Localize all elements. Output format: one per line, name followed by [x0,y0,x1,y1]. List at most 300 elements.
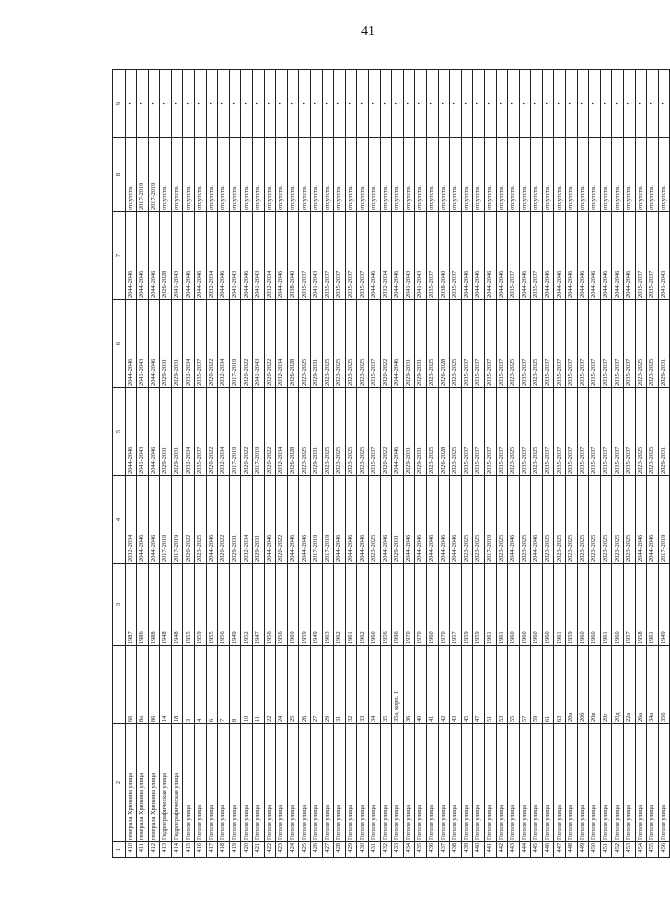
cell-period-col-4: 2029-2031 [253,476,265,564]
cell-marker-col-9: • [426,70,438,138]
cell-marker-col-9: • [241,70,253,138]
cell-street-name: Гоголя улица [658,724,670,842]
cell-street-name: генерала Хрюкина улица [125,724,137,842]
cell-period-col-8: 2017-2019 [148,138,160,212]
cell-period-col-7: 2035-2037 [647,212,659,300]
cell-row-number: 413 [160,842,172,858]
cell-marker-col-9: • [461,70,473,138]
cell-period-col-6: 2035-2037 [589,300,601,388]
cell-period-col-8: отсутств. [253,138,265,212]
cell-period-col-6: 2020-2022 [206,300,218,388]
cell-house-number: 57 [519,646,531,724]
cell-build-year: 1988 [148,564,160,646]
table-row [253,70,265,858]
cell-build-year: 1961 [647,564,659,646]
cell-period-col-7: 2041-2043 [415,212,427,300]
cell-build-year: 1961 [554,564,566,646]
cell-period-col-7: 2032-2034 [380,212,392,300]
cell-build-year: 1959 [461,564,473,646]
cell-period-col-8: отсутств. [299,138,311,212]
table-row [577,70,589,858]
cell-marker-col-9: • [519,70,531,138]
cell-row-number: 440 [473,842,485,858]
cell-period-col-8: отсутств. [403,138,415,212]
cell-period-col-4: 2044-2046 [299,476,311,564]
table-frame [112,70,667,858]
cell-street-name: Гидрографическая улица [171,724,183,842]
cell-period-col-8: отсутств. [624,138,636,212]
cell-period-col-8: отсутств. [195,138,207,212]
cell-period-col-5: 2020-2022 [264,388,276,476]
cell-house-number: 26а [635,646,647,724]
cell-period-col-6: 2023-2025 [345,300,357,388]
cell-period-col-6: 2023-2025 [450,300,462,388]
table-row [484,70,496,858]
cell-row-number: 418 [218,842,230,858]
cell-house-number: 34а [647,646,659,724]
cell-build-year: 1970 [415,564,427,646]
cell-period-col-5: 2035-2037 [519,388,531,476]
table-row [508,70,520,858]
cell-period-col-6: 2035-2037 [566,300,578,388]
cell-house-number: 36 [403,646,415,724]
cell-period-col-7: 2035-2037 [357,212,369,300]
cell-street-name: Гоголя улица [241,724,253,842]
cell-marker-col-9: • [357,70,369,138]
cell-marker-col-9: • [403,70,415,138]
table-row [229,70,241,858]
cell-period-col-5: 2035-2037 [624,388,636,476]
cell-marker-col-9: • [148,70,160,138]
cell-period-col-4: 2023-2025 [554,476,566,564]
cell-marker-col-9: • [171,70,183,138]
cell-period-col-4: 2044-2046 [647,476,659,564]
cell-period-col-7: 2044-2046 [461,212,473,300]
table-row [450,70,462,858]
cell-marker-col-9: • [276,70,288,138]
cell-row-number: 426 [311,842,323,858]
cell-period-col-7: 2035-2037 [322,212,334,300]
cell-row-number: 435 [415,842,427,858]
column-header-1: 1 [113,842,126,858]
cell-period-col-7: 2035-2037 [508,212,520,300]
cell-row-number: 411 [137,842,149,858]
cell-period-col-5: 2044-2046 [125,388,137,476]
cell-period-col-4: 2017-2019 [484,476,496,564]
cell-period-col-7: 2032-2034 [206,212,218,300]
cell-period-col-8: отсутств. [287,138,299,212]
cell-period-col-6: 2032-2034 [183,300,195,388]
cell-period-col-8: отсутств. [484,138,496,212]
cell-period-col-6: 2035-2037 [195,300,207,388]
cell-period-col-8: отсутств. [229,138,241,212]
cell-row-number: 432 [380,842,392,858]
cell-period-col-4: 2023-2025 [577,476,589,564]
cell-period-col-8: отсутств. [357,138,369,212]
cell-period-col-6: 2017-2019 [229,300,241,388]
cell-period-col-7: 2044-2046 [589,212,601,300]
column-header-8: 7 [113,212,126,300]
cell-row-number: 417 [206,842,218,858]
cell-period-col-5: 2044-2046 [148,388,160,476]
cell-marker-col-9: • [624,70,636,138]
cell-period-col-7: 2035-2037 [531,212,543,300]
cell-period-col-7: 2044-2046 [542,212,554,300]
table-row [426,70,438,858]
table-row [276,70,288,858]
cell-period-col-5: 2020-2022 [206,388,218,476]
cell-period-col-6: 2023-2025 [531,300,543,388]
cell-period-col-5: 2023-2025 [334,388,346,476]
cell-marker-col-9: • [577,70,589,138]
cell-street-name: Гоголя улица [253,724,265,842]
cell-street-name: Гоголя улица [403,724,415,842]
cell-period-col-4: 2017-2019 [658,476,670,564]
cell-row-number: 431 [368,842,380,858]
cell-period-col-7: 2044-2046 [624,212,636,300]
cell-row-number: 448 [566,842,578,858]
cell-period-col-4: 2044-2046 [334,476,346,564]
cell-house-number: 10 [241,646,253,724]
cell-build-year: 1959 [299,564,311,646]
cell-period-col-7: 2041-2043 [311,212,323,300]
cell-period-col-8: отсутств. [658,138,670,212]
cell-row-number: 425 [299,842,311,858]
cell-house-number: 55 [508,646,520,724]
cell-row-number: 453 [624,842,636,858]
table-row [566,70,578,858]
cell-row-number: 445 [531,842,543,858]
cell-period-col-4: 2044-2046 [380,476,392,564]
cell-period-col-6: 2023-2025 [508,300,520,388]
cell-period-col-5: 2035-2037 [473,388,485,476]
table-row [496,70,508,858]
cell-street-name: Гоголя улица [531,724,543,842]
table-row [612,70,624,858]
cell-period-col-7: 2044-2046 [137,212,149,300]
cell-row-number: 443 [508,842,520,858]
column-header-3 [113,646,126,724]
cell-period-col-8: отсутств. [519,138,531,212]
cell-marker-col-9: • [160,70,172,138]
table-row [519,70,531,858]
cell-period-col-7: 2044-2046 [392,212,404,300]
cell-build-year: 1956 [276,564,288,646]
cell-build-year: 1959 [195,564,207,646]
cell-street-name: Гоголя улица [206,724,218,842]
cell-street-name: Гоголя улица [600,724,612,842]
cell-house-number: 22 [264,646,276,724]
cell-street-name: Гоголя улица [554,724,566,842]
cell-build-year: 1970 [403,564,415,646]
table-row [415,70,427,858]
cell-street-name: генерала Хрюкина улица [137,724,149,842]
cell-build-year: 1949 [658,564,670,646]
cell-period-col-6: 2029-2031 [160,300,172,388]
cell-house-number: 18 [171,646,183,724]
cell-marker-col-9: • [334,70,346,138]
cell-house-number: 14 [160,646,172,724]
table-row [218,70,230,858]
cell-marker-col-9: • [368,70,380,138]
cell-period-col-7: 2026-2028 [160,212,172,300]
cell-street-name: Гоголя улица [508,724,520,842]
cell-street-name: Гоголя улица [392,724,404,842]
cell-period-col-8: отсутств. [473,138,485,212]
column-header-9: 8 [113,138,126,212]
cell-marker-col-9: • [658,70,670,138]
cell-build-year: 1960 [577,564,589,646]
cell-period-col-6: 2029-2031 [171,300,183,388]
cell-house-number: 35 [380,646,392,724]
cell-row-number: 410 [125,842,137,858]
cell-period-col-6: 2035-2037 [519,300,531,388]
cell-period-col-5: 2017-2019 [229,388,241,476]
cell-period-col-6: 2035-2037 [554,300,566,388]
cell-build-year: 1962 [334,564,346,646]
cell-period-col-5: 2032-2034 [183,388,195,476]
table-row [287,70,299,858]
column-header-5: 4 [113,476,126,564]
cell-street-name: Гоголя улица [542,724,554,842]
cell-period-col-5: 2020-2022 [380,388,392,476]
cell-period-col-4: 2023-2025 [473,476,485,564]
table-row [183,70,195,858]
cell-row-number: 450 [589,842,601,858]
cell-period-col-4: 2023-2025 [589,476,601,564]
cell-period-col-5: 2035-2037 [554,388,566,476]
cell-house-number: 27 [311,646,323,724]
cell-period-col-7: 2044-2046 [148,212,160,300]
cell-row-number: 434 [403,842,415,858]
cell-street-name: Гоголя улица [438,724,450,842]
cell-period-col-5: 2023-2025 [357,388,369,476]
table-row [403,70,415,858]
cell-house-number: 47 [473,646,485,724]
cell-marker-col-9: • [218,70,230,138]
cell-period-col-8: отсутств. [496,138,508,212]
cell-period-col-6: 2035-2037 [577,300,589,388]
cell-period-col-8: отсутств. [368,138,380,212]
cell-period-col-6: 2044-2046 [125,300,137,388]
cell-build-year: 1969 [287,564,299,646]
cell-period-col-4: 2044-2046 [438,476,450,564]
cell-row-number: 412 [148,842,160,858]
cell-row-number: 444 [519,842,531,858]
table-row [160,70,172,858]
cell-marker-col-9: • [508,70,520,138]
cell-period-col-4: 2044-2046 [206,476,218,564]
cell-period-col-5: 2029-2031 [160,388,172,476]
cell-house-number: 45 [461,646,473,724]
cell-house-number: 31 [334,646,346,724]
cell-build-year: 1960 [589,564,601,646]
cell-period-col-6: 2041-2043 [137,300,149,388]
cell-period-col-4: 2044-2046 [357,476,369,564]
table-row [600,70,612,858]
table-row [635,70,647,858]
cell-period-col-6: 2035-2037 [496,300,508,388]
cell-street-name: Гоголя улица [566,724,578,842]
cell-house-number: 20а [566,646,578,724]
cell-period-col-7: 2044-2046 [519,212,531,300]
cell-row-number: 414 [171,842,183,858]
table-row [206,70,218,858]
cell-row-number: 456 [658,842,670,858]
cell-period-col-8: отсутств. [635,138,647,212]
cell-house-number: 43 [450,646,462,724]
cell-period-col-6: 2023-2025 [334,300,346,388]
table-header-row [113,70,126,858]
cell-row-number: 419 [229,842,241,858]
cell-period-col-7: 2044-2046 [484,212,496,300]
cell-street-name: Гоголя улица [322,724,334,842]
cell-row-number: 447 [554,842,566,858]
cell-build-year: 1956 [380,564,392,646]
cell-period-col-6: 2029-2031 [403,300,415,388]
cell-build-year: 1960 [531,564,543,646]
cell-build-year: 1955 [206,564,218,646]
cell-house-number: 4 [195,646,207,724]
table-row [241,70,253,858]
table-row [137,70,149,858]
cell-period-col-8: отсутств. [264,138,276,212]
cell-row-number: 422 [264,842,276,858]
cell-period-col-5: 2035-2037 [612,388,624,476]
cell-period-col-7: 2041-2043 [229,212,241,300]
cell-period-col-5: 2023-2025 [647,388,659,476]
cell-marker-col-9: • [496,70,508,138]
cell-street-name: Гоголя улица [218,724,230,842]
cell-period-col-7: 2041-2043 [171,212,183,300]
cell-row-number: 427 [322,842,334,858]
cell-street-name: Гоголя улица [496,724,508,842]
cell-period-col-6: 2020-2022 [264,300,276,388]
cell-street-name: Гоголя улица [287,724,299,842]
cell-period-col-5: 2035-2037 [484,388,496,476]
column-header-7: 6 [113,300,126,388]
cell-period-col-5: 2029-2031 [403,388,415,476]
cell-period-col-6: 2029-2031 [415,300,427,388]
table-row [392,70,404,858]
cell-period-col-7: 2044-2046 [600,212,612,300]
cell-period-col-4: 2023-2025 [624,476,636,564]
cell-period-col-8: отсутств. [612,138,624,212]
cell-period-col-6: 2029-2031 [311,300,323,388]
cell-period-col-5: 2023-2025 [635,388,647,476]
cell-period-col-8: отсутств. [415,138,427,212]
cell-row-number: 420 [241,842,253,858]
cell-marker-col-9: • [635,70,647,138]
cell-house-number: 35а, корп. 1 [392,646,404,724]
cell-marker-col-9: • [264,70,276,138]
table-row [380,70,392,858]
cell-period-col-4: 2044-2046 [137,476,149,564]
cell-street-name: Гоголя улица [229,724,241,842]
rotated-table-container [112,70,667,858]
cell-house-number: 51 [484,646,496,724]
cell-period-col-5: 2023-2025 [322,388,334,476]
cell-period-col-4: 2032-2034 [241,476,253,564]
cell-row-number: 428 [334,842,346,858]
cell-house-number: 8а [137,646,149,724]
cell-marker-col-9: • [566,70,578,138]
cell-build-year: 1961 [484,564,496,646]
cell-marker-col-9: • [195,70,207,138]
table-row [125,70,137,858]
cell-build-year: 1958 [635,564,647,646]
cell-street-name: Гоголя улица [426,724,438,842]
column-header-6: 5 [113,388,126,476]
cell-marker-col-9: • [450,70,462,138]
cell-row-number: 452 [612,842,624,858]
cell-street-name: Гоголя улица [635,724,647,842]
cell-period-col-7: 2044-2046 [218,212,230,300]
cell-period-col-5: 2035-2037 [600,388,612,476]
cell-period-col-8: 2017-2019 [137,138,149,212]
cell-period-col-4: 2023-2025 [519,476,531,564]
cell-period-col-8: отсутств. [311,138,323,212]
cell-period-col-7: 2032-2034 [264,212,276,300]
cell-period-col-8: отсутств. [334,138,346,212]
cell-build-year: 1948 [171,564,183,646]
cell-house-number: 11 [253,646,265,724]
cell-period-col-7: 2035-2037 [299,212,311,300]
cell-house-number: 66 [125,646,137,724]
cell-street-name: Гоголя улица [519,724,531,842]
column-header-2: 2 [113,724,126,842]
cell-period-col-5: 2023-2025 [426,388,438,476]
cell-period-col-4: 2023-2025 [600,476,612,564]
table-row [357,70,369,858]
cell-street-name: Гоголя улица [450,724,462,842]
cell-build-year: 1956 [264,564,276,646]
cell-period-col-8: отсутств. [566,138,578,212]
cell-period-col-7: 2044-2046 [276,212,288,300]
cell-period-col-6: 2035-2037 [612,300,624,388]
cell-marker-col-9: • [206,70,218,138]
cell-street-name: Гоголя улица [357,724,369,842]
cell-period-col-4: 2017-2019 [160,476,172,564]
cell-house-number: 32 [345,646,357,724]
cell-house-number: 20б [577,646,589,724]
cell-period-col-4: 2044-2046 [508,476,520,564]
cell-period-col-4: 2044-2046 [345,476,357,564]
cell-period-col-7: 2035-2037 [334,212,346,300]
cell-house-number: 29 [322,646,334,724]
cell-marker-col-9: • [229,70,241,138]
table-row [531,70,543,858]
cell-house-number: 42 [438,646,450,724]
cell-house-number: 356 [658,646,670,724]
cell-marker-col-9: • [125,70,137,138]
cell-marker-col-9: • [299,70,311,138]
table-row [299,70,311,858]
cell-period-col-8: отсутств. [554,138,566,212]
cell-period-col-4: 2032-2034 [125,476,137,564]
cell-period-col-4: 2023-2025 [612,476,624,564]
cell-period-col-5: 2035-2037 [195,388,207,476]
cell-marker-col-9: • [647,70,659,138]
cell-house-number: 22а [624,646,636,724]
table-row [264,70,276,858]
cell-period-col-5: 2044-2046 [392,388,404,476]
cell-period-col-6: 2035-2037 [542,300,554,388]
cell-row-number: 429 [345,842,357,858]
cell-build-year: 1952 [241,564,253,646]
cell-marker-col-9: • [554,70,566,138]
cell-period-col-4: 2044-2046 [426,476,438,564]
